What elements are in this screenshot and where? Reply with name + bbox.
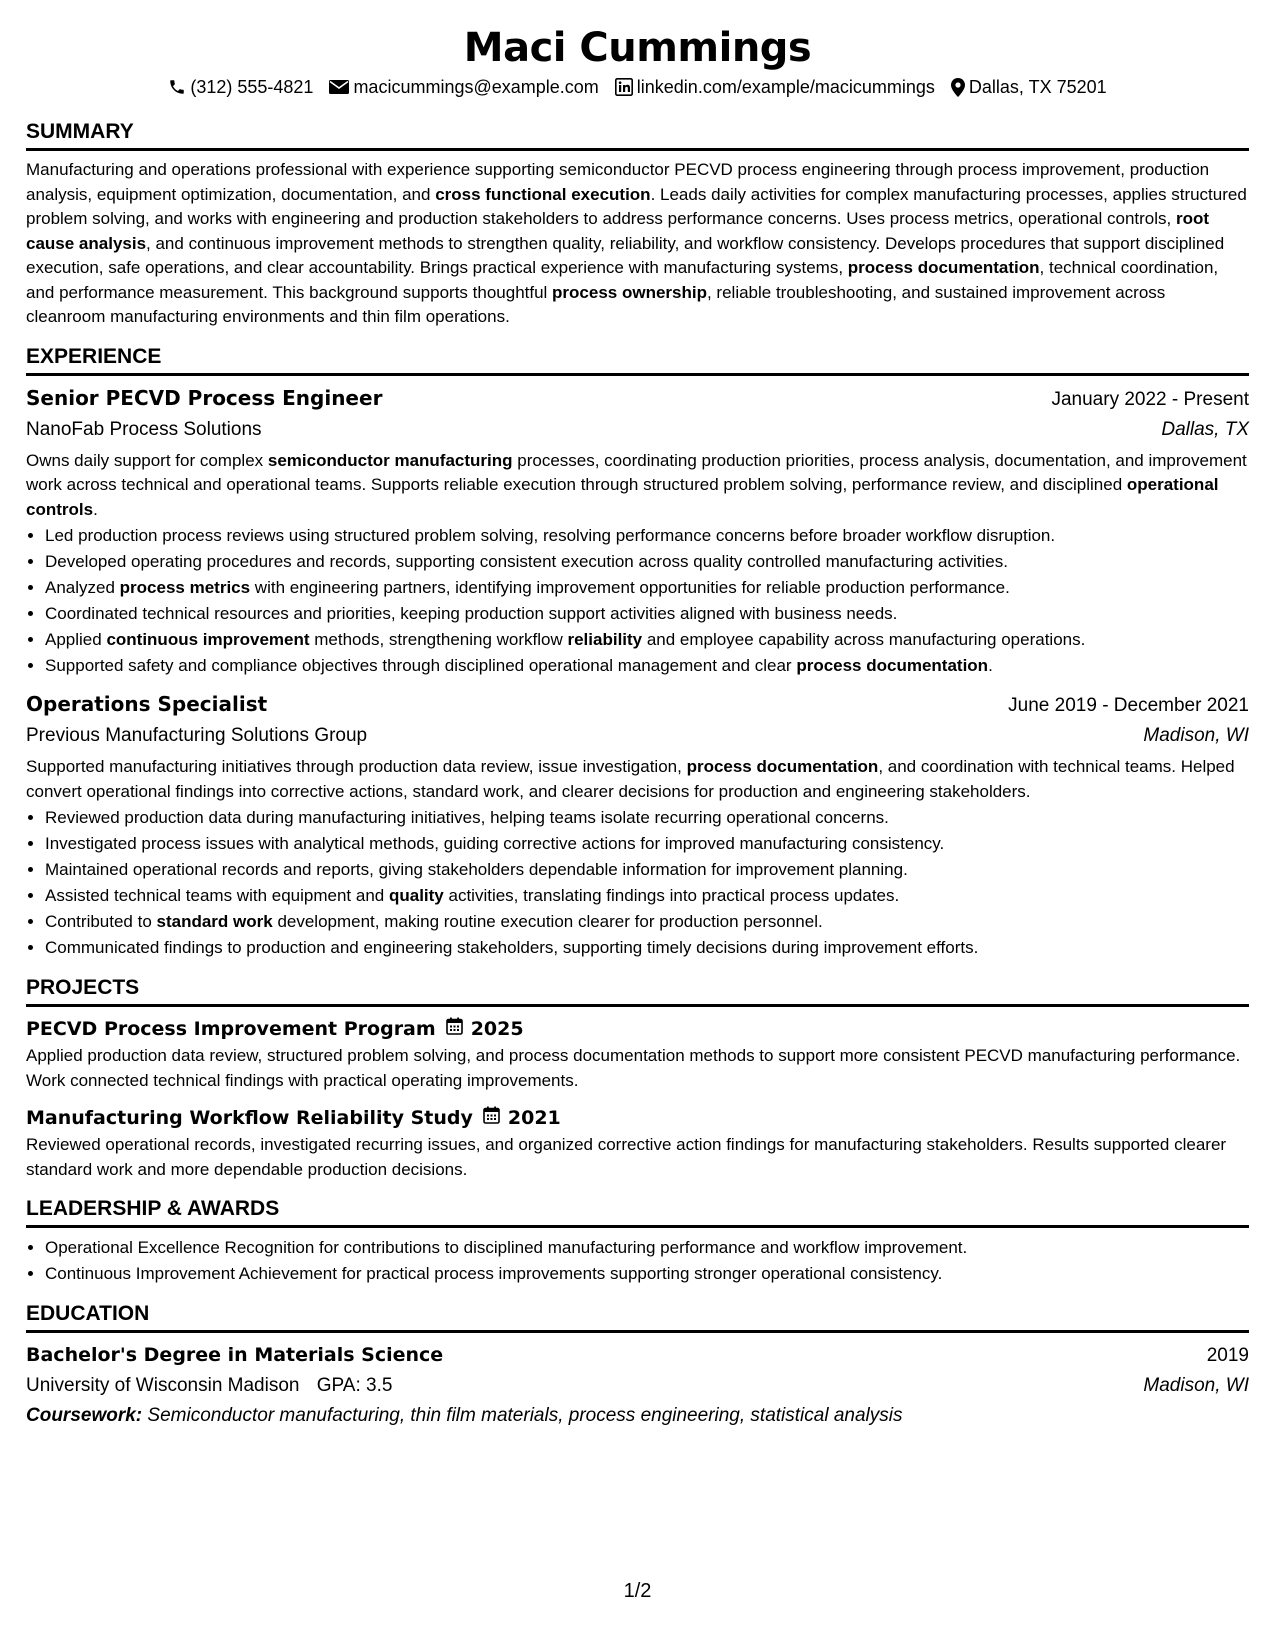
coursework-list: Semiconductor manufacturing, thin film materials, process engineering, statistical analysis bbox=[147, 1405, 903, 1426]
education-heading: EDUCATION bbox=[26, 1301, 1249, 1333]
bullet-item: • Analyzed process metrics with engineering partners, identifying improvement opportunities for reliable production performance. bbox=[45, 575, 1249, 601]
job-entry bbox=[26, 689, 1249, 961]
project-year: 2025 bbox=[470, 1018, 524, 1040]
bullet-item: • Coordinated technical resources and priorities, keeping production support activities aligned with business needs. bbox=[45, 601, 1249, 627]
bold-phrase: quality bbox=[388, 886, 444, 905]
job-entry bbox=[26, 383, 1249, 680]
email-address[interactable]: macicummings@example.com bbox=[353, 77, 599, 97]
bold-phrase: semiconductor manufacturing bbox=[267, 450, 513, 470]
summary-heading: SUMMARY bbox=[26, 119, 1249, 151]
job-bullets bbox=[26, 805, 1249, 961]
contact-email[interactable] bbox=[329, 75, 598, 99]
bold-phrase: continuous improvement bbox=[106, 630, 310, 649]
calendar-icon bbox=[483, 1103, 500, 1133]
bold-phrase: reliability bbox=[567, 630, 643, 649]
bullet-item: • Led production process reviews using structured problem solving, resolving performance concerns before broader workflow disruption. bbox=[45, 523, 1249, 549]
project-description: Applied production data review, structured problem solving, and process documentation methods to support more consistent PECVD manufacturing performance. Work connected technical findings with practical operating improvements. bbox=[26, 1046, 1241, 1090]
project-description: Reviewed operational records, investigated recurring issues, and organized corrective action findings for manufacturing stakeholders. Results supported clearer standard work and more dependable production decisions. bbox=[26, 1135, 1227, 1179]
linkedin-url[interactable]: linkedin.com/example/macicummings bbox=[636, 77, 935, 97]
contact-linkedin[interactable] bbox=[615, 75, 935, 99]
leadership-heading: LEADERSHIP & AWARDS bbox=[26, 1196, 1249, 1228]
gpa: GPA: 3.5 bbox=[316, 1375, 393, 1396]
candidate-name: Maci Cummings bbox=[463, 25, 812, 71]
resume-page bbox=[26, 22, 1249, 1431]
location-text: Dallas, TX 75201 bbox=[968, 77, 1107, 97]
bold-phrase: root cause analysis bbox=[26, 209, 1210, 253]
bullet-item: • Assisted technical teams with equipment and quality activities, translating findings into practical process updates. bbox=[45, 883, 1249, 909]
job-title: Senior PECVD Process Engineer bbox=[26, 385, 383, 410]
bullet-item: • Investigated process issues with analytical methods, guiding corrective actions for improved manufacturing consistency. bbox=[45, 831, 1249, 857]
job-dates: June 2019 - December 2021 bbox=[1008, 695, 1249, 716]
bold-phrase: process ownership bbox=[552, 282, 707, 302]
bullet-item: • Maintained operational records and reports, giving stakeholders dependable information for improvement planning. bbox=[45, 857, 1249, 883]
experience-heading: EXPERIENCE bbox=[26, 344, 1249, 376]
degree-title: Bachelor's Degree in Materials Science bbox=[26, 1344, 444, 1366]
education-section bbox=[26, 1301, 1249, 1431]
job-location: Dallas, TX bbox=[1161, 418, 1249, 440]
contact-location bbox=[951, 75, 1107, 99]
bullet-item: • Communicated findings to production and engineering stakeholders, supporting timely decisions during improvement efforts. bbox=[45, 935, 1249, 961]
school-location: Madison, WI bbox=[1143, 1375, 1249, 1396]
project-title: PECVD Process Improvement Program bbox=[26, 1018, 436, 1040]
job-location: Madison, WI bbox=[1143, 725, 1249, 746]
bold-phrase: process documentation bbox=[686, 757, 879, 776]
bold-phrase: cross functional execution bbox=[435, 184, 651, 204]
map-pin-icon bbox=[951, 78, 965, 97]
summary-text: Manufacturing and operations professional with experience supporting semiconductor PECVD process engineering through process improvement, production analysis, equipment optimization, documentation, and cross functional execution. Leads daily activities for complex manufacturing processes, applies structured problem solving, and works with engineering and production stakeholders to address performance concerns. Uses process metrics, operational controls, root cause analysis, and continuous improvement methods to strengthen quality, reliability, and workflow consistency. Develops procedures that support disciplined execution, safe operations, and clear accountability. Brings practical experience with manufacturing systems, process documentation, technical coordination, and performance measurement. This background supports thoughtful process ownership, reliable troubleshooting, and sustained improvement across cleanroom manufacturing environments and thin film operations. bbox=[26, 160, 1247, 326]
award-list bbox=[26, 1235, 1249, 1287]
project-entry bbox=[26, 1103, 1249, 1182]
bullet-item: • Contributed to standard work development, making routine execution clearer for production personnel. bbox=[45, 909, 1249, 935]
job-summary: Supported manufacturing initiatives through production data review, issue investigation, process documentation, and coordination with technical teams. Helped convert operational findings into corrective actions, standard work, and clearer decisions for production and engineering stakeholders. bbox=[26, 757, 1235, 801]
job-dates: January 2022 - Present bbox=[1051, 388, 1249, 410]
bullet-item: • Developed operating procedures and records, supporting consistent execution across quality controlled manufacturing activities. bbox=[45, 549, 1249, 575]
calendar-icon bbox=[446, 1014, 463, 1044]
company-name: NanoFab Process Solutions bbox=[26, 418, 262, 440]
school-name: University of Wisconsin Madison bbox=[26, 1375, 300, 1396]
bullet-item: • Reviewed production data during manufacturing initiatives, helping teams isolate recurring operational concerns. bbox=[45, 805, 1249, 831]
projects-section bbox=[26, 975, 1249, 1182]
phone-number: (312) 555-4821 bbox=[190, 77, 314, 97]
coursework bbox=[26, 1401, 1249, 1431]
contact-phone bbox=[168, 75, 313, 99]
envelope-icon bbox=[329, 79, 349, 95]
linkedin-icon bbox=[615, 78, 633, 96]
bold-phrase: standard work bbox=[156, 912, 273, 931]
summary-section bbox=[26, 119, 1249, 330]
projects-heading: PROJECTS bbox=[26, 975, 1249, 1007]
bold-phrase: process documentation bbox=[796, 656, 989, 675]
job-bullets bbox=[26, 523, 1249, 679]
job-summary: Owns daily support for complex semiconductor manufacturing processes, coordinating production priorities, process analysis, documentation, and improvement work across technical and operational teams. Supports reliable execution through structured problem solving, performance review, and disciplined operational controls. bbox=[26, 450, 1247, 519]
leadership-section bbox=[26, 1196, 1249, 1287]
award-item: • Continuous Improvement Achievement for practical process improvements supporting stronger operational consistency. bbox=[45, 1261, 1249, 1287]
experience-section bbox=[26, 344, 1249, 962]
phone-icon bbox=[168, 78, 186, 96]
page-number: 1/2 bbox=[623, 1580, 652, 1602]
bold-phrase: process metrics bbox=[119, 578, 251, 597]
bold-phrase: process documentation bbox=[847, 258, 1040, 277]
contact-bar bbox=[26, 75, 1249, 99]
bullet-item: • Supported safety and compliance objectives through disciplined operational management and clear process documentation. bbox=[45, 653, 1249, 679]
bullet-item: • Applied continuous improvement methods, strengthening workflow reliability and employee capability across manufacturing operations. bbox=[45, 627, 1249, 653]
job-title: Operations Specialist bbox=[26, 692, 268, 716]
coursework-label: Coursework: bbox=[26, 1405, 143, 1426]
project-title: Manufacturing Workflow Reliability Study bbox=[26, 1107, 473, 1129]
project-year: 2021 bbox=[507, 1107, 561, 1129]
resume-header bbox=[26, 22, 1249, 99]
award-item: • Operational Excellence Recognition for contributions to disciplined manufacturing performance and workflow improvement. bbox=[45, 1235, 1249, 1261]
project-entry bbox=[26, 1014, 1249, 1093]
company-name: Previous Manufacturing Solutions Group bbox=[26, 725, 368, 746]
graduation-year: 2019 bbox=[1206, 1345, 1249, 1366]
bold-phrase: operational controls bbox=[26, 475, 1219, 519]
